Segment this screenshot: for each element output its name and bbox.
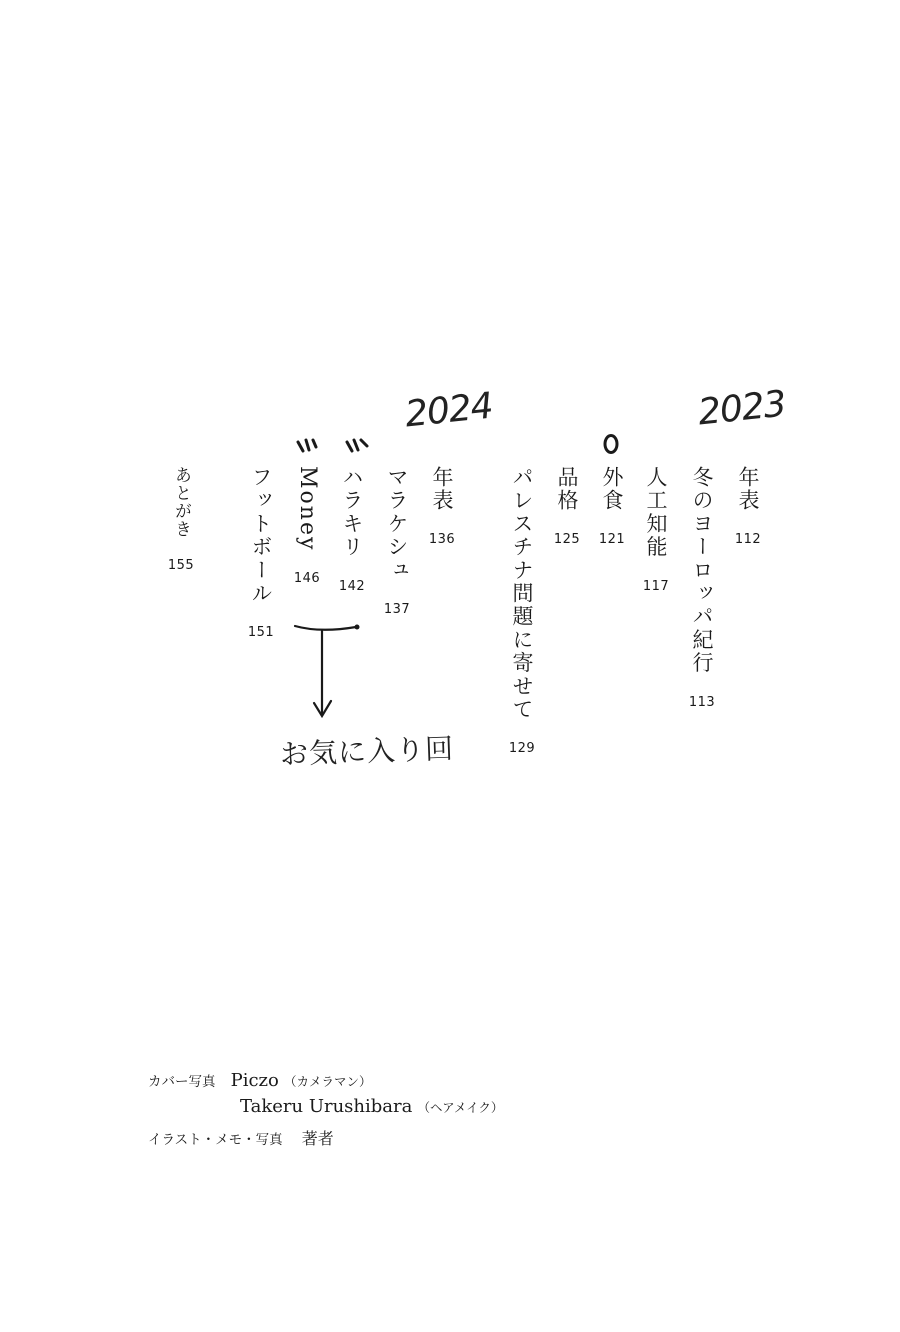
year-2024-label: 2024 <box>403 385 495 436</box>
credit-cover-photo <box>148 1070 371 1091</box>
credit-name: 著者 <box>301 1129 334 1148</box>
credit-name: Takeru Urushibara <box>240 1096 413 1117</box>
toc-page-number: 117 <box>642 578 670 594</box>
toc-page-number: 125 <box>553 532 581 548</box>
toc-entry-money[interactable] <box>292 466 322 586</box>
toc-entry-atogaki[interactable] <box>166 466 196 573</box>
credit-role: （ヘアメイク） <box>417 1100 504 1115</box>
credit-hair-makeup <box>240 1096 503 1117</box>
toc-entry-hinkaku[interactable] <box>552 466 582 547</box>
toc-entry-europe-travel[interactable] <box>687 466 717 710</box>
toc-page-number: 142 <box>338 578 366 594</box>
toc-page-number: 155 <box>167 558 195 573</box>
toc-entry-marrakech[interactable] <box>382 466 412 617</box>
toc-title: 品格 <box>555 466 579 513</box>
toc-title: パレスチナ問題に寄せて <box>510 466 534 722</box>
toc-page-number: 121 <box>598 532 626 548</box>
toc-title: 外食 <box>600 466 624 513</box>
credit-name: Piczo <box>230 1070 279 1091</box>
credit-role: （カメラマン） <box>283 1074 372 1089</box>
credit-label: カバー写真 <box>148 1074 216 1090</box>
toc-entry-nenpyo-2023[interactable] <box>733 466 763 547</box>
toc-page-number: 129 <box>508 741 536 757</box>
year-2023-label: 2023 <box>696 383 788 434</box>
toc-page-number: 112 <box>734 532 762 548</box>
toc-title: Money <box>295 466 320 552</box>
bracket-arrow <box>295 626 356 716</box>
toc-entry-football[interactable] <box>246 466 276 640</box>
toc-entry-palestine[interactable] <box>507 466 537 756</box>
favorite-circle-mark <box>605 436 617 453</box>
toc-page-number: 136 <box>428 532 456 548</box>
toc-page-number: 137 <box>383 602 411 617</box>
emphasis-marks-harakiri <box>347 440 367 451</box>
favorite-note: お気に入り回 <box>279 731 455 772</box>
credit-label: イラスト・メモ・写真 <box>148 1132 283 1148</box>
toc-title: ハラキリ <box>340 466 364 559</box>
toc-entry-harakiri[interactable] <box>337 466 367 594</box>
toc-page-number: 146 <box>293 571 321 587</box>
emphasis-marks-money <box>298 440 316 451</box>
toc-title: 年表 <box>430 466 454 513</box>
toc-title: フットボール <box>249 466 273 606</box>
toc-page-number: 151 <box>247 625 275 641</box>
toc-entry-gaishoku[interactable] <box>597 466 627 547</box>
toc-title: 年表 <box>736 466 760 513</box>
toc-title: 人工知能 <box>644 466 668 559</box>
toc-title: 冬のヨーロッパ紀行 <box>690 466 714 675</box>
credit-illustration <box>148 1126 334 1149</box>
toc-page-number: 113 <box>688 694 716 710</box>
toc-entry-nenpyo-2024[interactable] <box>427 466 457 547</box>
toc-entry-ai[interactable] <box>641 466 671 594</box>
toc-title: マラケシュ <box>385 466 409 582</box>
toc-title: あとがき <box>171 466 191 538</box>
